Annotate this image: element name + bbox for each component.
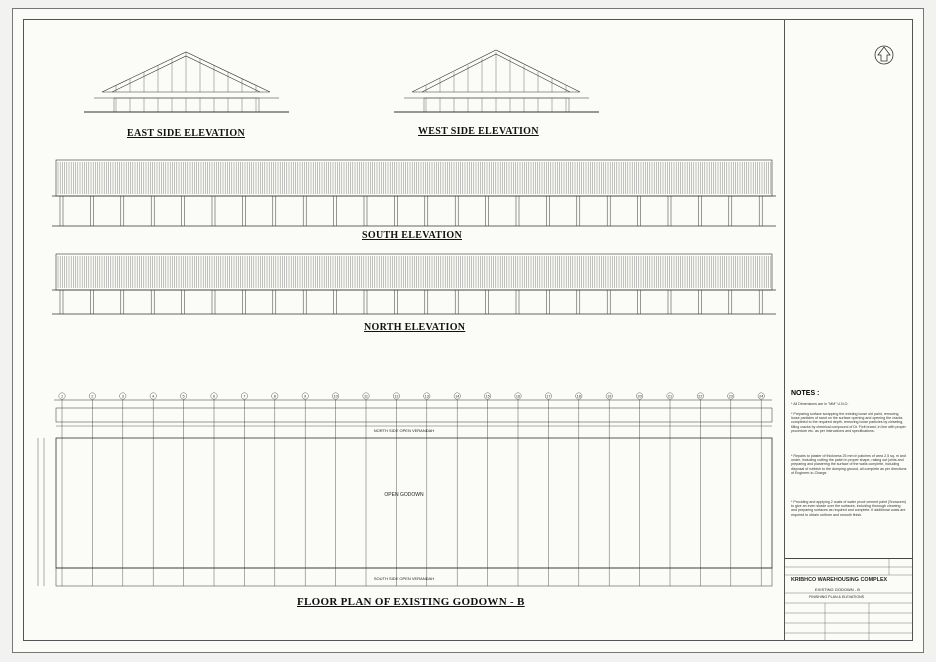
drawing-name: EXISTING GODOWN - B — [815, 587, 860, 592]
grid-label: 17 — [546, 394, 551, 399]
west-elevation-drawing — [394, 50, 599, 112]
east-elevation-drawing — [84, 52, 289, 112]
west-elevation-title: WEST SIDE ELEVATION — [418, 126, 539, 137]
note-item: * Preparing surface scrapping the existing loose old paint, removing loose particles of sand on the surface opening and opening the cracks completed to the required depth, removing loose particles by chiseling, filling cracks by chemical compound of Dr. Fixit brand, in line with proper procedure etc. as per instructions and specifications. — [791, 412, 906, 433]
grid-label: 13 — [424, 394, 429, 399]
grid-label: 5 — [182, 394, 185, 399]
grid-label: 20 — [637, 394, 642, 399]
company-name: KRIBHCO WAREHOUSING COMPLEX — [791, 577, 888, 583]
north-arrow-icon — [873, 44, 895, 66]
north-elevation-drawing — [52, 254, 776, 314]
floor-plan-title: FLOOR PLAN OF EXISTING GODOWN - B — [297, 596, 525, 608]
title-block-grid — [785, 559, 913, 641]
grid-label: 22 — [698, 394, 703, 399]
grid-label: 11 — [364, 394, 368, 399]
title-block — [785, 558, 913, 641]
open-godown-label: OPEN GODOWN — [384, 492, 424, 498]
south-verandah-label: SOUTH SIDE OPEN VERANDAH — [373, 576, 435, 581]
drawing-subtitle: FINISHING PLAN & ELEVATIONS — [809, 595, 864, 599]
grid-label: 14 — [455, 394, 460, 399]
grid-label: 10 — [333, 394, 338, 399]
grid-label: 15 — [485, 394, 490, 399]
grid-label: 12 — [394, 394, 399, 399]
grid-label: 1 — [60, 394, 64, 399]
north-verandah-label: NORTH SIDE OPEN VERANDAH — [373, 428, 435, 433]
grid-label: 2 — [91, 394, 94, 399]
grid-label: 3 — [121, 394, 124, 399]
grid-label: 8 — [273, 394, 276, 399]
south-elevation-title: SOUTH ELEVATION — [362, 230, 462, 241]
north-elevation-title: NORTH ELEVATION — [364, 322, 466, 333]
grid-label: 4 — [152, 394, 155, 399]
note-item: * Providing and applying 2 coats of water proof cement paint (Snowcem) to give an even shade over the surfaces, including thorough cleaning and preparing surfaces as required and complete. If additional coats are required to obtain uniform and smooth finish. — [791, 500, 907, 517]
note-item: * All Dimensions are in "MM" U.N.O. — [791, 402, 849, 406]
east-elevation-title: EAST SIDE ELEVATION — [127, 128, 245, 139]
notes-sidebar — [784, 20, 913, 640]
south-elevation-drawing — [52, 160, 776, 226]
grid-label: 19 — [607, 394, 612, 399]
grid-label: 23 — [728, 394, 733, 399]
drawing-frame — [23, 19, 913, 641]
note-item: * Repairs to plaster of thickness 25 mm in patches of area 2.5 sq. m and under, including cutting the patch in proper shape, raking out joints and preparing and plastering the surface of the walls complete, including disposal of rubbish to the dumping ground, all complete as per directions of Engineer-in-Charge. — [791, 454, 907, 475]
grid-label: 21 — [667, 394, 673, 399]
grid-label: 24 — [759, 394, 764, 399]
grid-label: 9 — [304, 394, 307, 399]
grid-label: 7 — [243, 394, 246, 399]
grid-label: 16 — [515, 394, 521, 399]
grid-label: 18 — [576, 394, 581, 399]
grid-label: 6 — [212, 394, 216, 399]
drawing-sheet — [12, 8, 924, 653]
notes-heading: NOTES : — [791, 390, 820, 397]
